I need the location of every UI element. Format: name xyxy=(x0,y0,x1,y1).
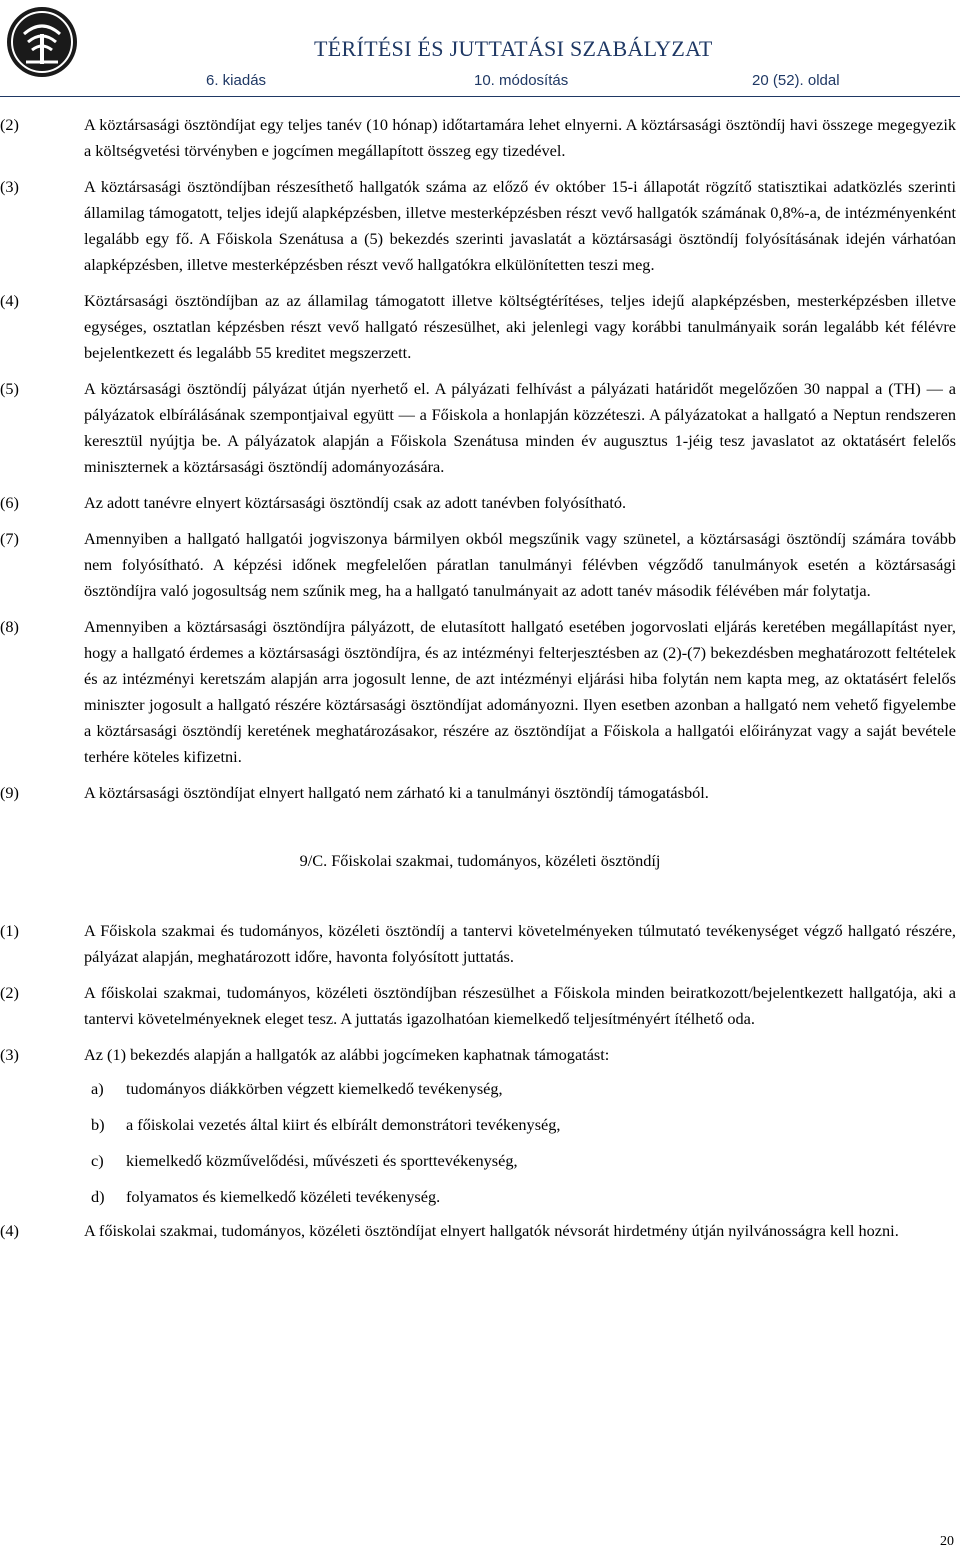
paragraph-text: Az (1) bekezdés alapján a hallgatók az alábbi jogcímeken kaphatnak támogatást: xyxy=(84,1045,610,1064)
paragraph-text: A köztársasági ösztöndíjat elnyert hallgató nem zárható ki a tanulmányi ösztöndíj támogatásból. xyxy=(84,783,709,802)
paragraph-text: Köztársasági ösztöndíjban az az államilag támogatott illetve költségtérítéses, teljes idejű alapképzésben, mesterképzésben illetve egységes, osztatlan képzésben részt vevő hallgató részesülhet, aki jelenlegi vagy korábbi tanulmányaik során legalább két félévre bejelentkezett és legalább 55 kreditet megszerzett. xyxy=(84,291,956,362)
paragraph-number: (2) xyxy=(0,115,19,134)
paragraph xyxy=(0,980,960,1032)
modification-label: 10. módosítás xyxy=(474,72,569,89)
header-divider xyxy=(0,96,960,97)
list-item xyxy=(0,1184,960,1210)
paragraph-text: Amennyiben a hallgató hallgatói jogviszonya bármilyen okból megszűnik vagy szünetel, a köztársasági ösztöndíj számára tovább nem folyósítható. A képzési időnek megfelelően páratlan tanulmányi félévben végződő tanulmányok esetén a köztársasági ösztöndíjra való jogosultság nem szűnik meg, ha a hallgató tanulmányait az adott tanév második félévében már folytatja. xyxy=(84,529,956,600)
paragraph xyxy=(0,614,960,770)
list-item xyxy=(0,1112,960,1138)
list-item-letter: b) xyxy=(91,1115,105,1134)
paragraph xyxy=(0,1218,960,1244)
paragraph-text: A köztársasági ösztöndíjban részesíthető hallgatók száma az előző év október 15-i állapotát rögzítő statisztikai adatközlés szerinti államilag támogatott, teljes idejű alapképzésben, illetve mesterképzésben részt vevő hallgatók számának 0,8%-a, de intézményenként legalább egy fő. A Főiskola Szenátusa a (5) bekezdés szerinti javaslatát a köztársasági ösztöndíj folyósításának idején várhatóan alapképzésben, illetve mesterképzésben részt vevő hallgatókra elkülönítetten teszi meg. xyxy=(84,177,956,274)
paragraph-text: A Főiskola szakmai és tudományos, közéleti ösztöndíj a tantervi követelményeken túlmutató tevékenységet végző hallgató részére, pályázat alapján, meghatározott időre, havonta folyósított juttatás. xyxy=(84,921,956,966)
paragraph xyxy=(0,1042,960,1068)
paragraph-text: Amennyiben a köztársasági ösztöndíjra pályázott, de elutasított hallgató esetében jogorvoslati eljárás keretében megállapítást nyer, hogy a hallgató érdemes a köztársasági ösztöndíjra, és az intézményi felterjesztésben az (2)-(7) bekezdésben meghatározott feltételek és az intézményi keretszám alapján arra jogosult lenne, de azt intézményi eljárási hiba folytán nem kapta meg, az oktatásért felelős miniszter jogosult a hallgató részére köztársasági ösztöndíjat adományozni. Ilyen esetben azonban a hallgató nem vehető figyelembe a köztársasági ösztöndíj keretének meghatározásakor, részére az ösztöndíjat a Főiskola a hallgatói előirányzat vagy a saját bevétele terhére köteles kifizetni. xyxy=(84,617,956,766)
criteria-list xyxy=(0,1076,960,1210)
document-title: TÉRÍTÉSI ÉS JUTTATÁSI SZABÁLYZAT xyxy=(314,36,713,61)
paragraph-text: A főiskolai szakmai, tudományos, közéleti ösztöndíjat elnyert hallgatók névsorát hirdetmény útján nyilvánosságra kell hozni. xyxy=(84,1221,899,1240)
page-label: 20 (52). oldal xyxy=(752,72,840,89)
paragraph-text: A köztársasági ösztöndíjat egy teljes tanév (10 hónap) időtartamára lehet elnyerni. A köztársasági ösztöndíj havi összege megegyezik a költségvetési törvényben e jogcímen megállapított összeg egy tizedével. xyxy=(84,115,956,160)
paragraph xyxy=(0,376,960,480)
paragraph xyxy=(0,288,960,366)
paragraph xyxy=(0,780,960,806)
document-meta xyxy=(206,72,946,94)
paragraph xyxy=(0,490,960,516)
list-item-text: folyamatos és kiemelkedő közéleti tevékenység. xyxy=(126,1187,441,1206)
list-item-text: kiemelkedő közművelődési, művészeti és sporttevékenység, xyxy=(126,1151,518,1170)
paragraph xyxy=(0,174,960,278)
list-item xyxy=(0,1148,960,1174)
paragraph-number: (4) xyxy=(0,1221,19,1240)
paragraph-number: (7) xyxy=(0,529,19,548)
list-item xyxy=(0,1076,960,1102)
list-item-letter: d) xyxy=(91,1187,105,1206)
paragraph-number: (2) xyxy=(0,983,19,1002)
paragraph-number: (9) xyxy=(0,783,19,802)
list-item-letter: c) xyxy=(91,1151,104,1170)
list-item-text: tudományos diákkörben végzett kiemelkedő tevékenység, xyxy=(126,1079,503,1098)
paragraph-text: Az adott tanévre elnyert köztársasági ösztöndíj csak az adott tanévben folyósítható. xyxy=(84,493,627,512)
institution-emblem-icon xyxy=(4,4,80,80)
paragraph-number: (4) xyxy=(0,291,19,310)
page-header xyxy=(0,0,960,104)
paragraph-text: A köztársasági ösztöndíj pályázat útján nyerhető el. A pályázati felhívást a pályázati határidőt megelőzően 30 nappal a (TH) — a pályázatok elbírálásának szempontjaival együtt — a Főiskola a honlapján közzéteszi. A pályázatokat a hallgató a Neptun rendszeren keresztül nyújtja be. A pályázatok alapján a Főiskola Szenátusa minden év augusztus 1-jéig tesz javaslatot az oktatásért felelős miniszternek a köztársasági ösztöndíj adományozására. xyxy=(84,379,956,476)
paragraph-number: (6) xyxy=(0,493,19,512)
paragraph xyxy=(0,918,960,970)
paragraph xyxy=(0,526,960,604)
paragraph-text: A főiskolai szakmai, tudományos, közéleti ösztöndíjban részesülhet a Főiskola minden beiratkozott/bejelentkezett hallgatója, aki a tantervi követelményeknek eleget tesz. A juttatás igazolhatóan kiemelkedő teljesítményért ítélhető oda. xyxy=(84,983,956,1028)
paragraph-number: (1) xyxy=(0,921,19,940)
edition-label: 6. kiadás xyxy=(206,72,267,89)
paragraph-number: (8) xyxy=(0,617,19,636)
paragraph-number: (3) xyxy=(0,177,19,196)
page-number: 20 xyxy=(940,1534,954,1549)
document-body xyxy=(0,106,960,1244)
section-heading: 9/C. Főiskolai szakmai, tudományos, közéleti ösztöndíj xyxy=(299,851,661,870)
paragraph-number: (5) xyxy=(0,379,19,398)
list-item-text: a főiskolai vezetés által kiirt és elbírált demonstrátori tevékenység, xyxy=(126,1115,561,1134)
paragraph xyxy=(0,112,960,164)
paragraph-number: (3) xyxy=(0,1045,19,1064)
list-item-letter: a) xyxy=(91,1079,104,1098)
